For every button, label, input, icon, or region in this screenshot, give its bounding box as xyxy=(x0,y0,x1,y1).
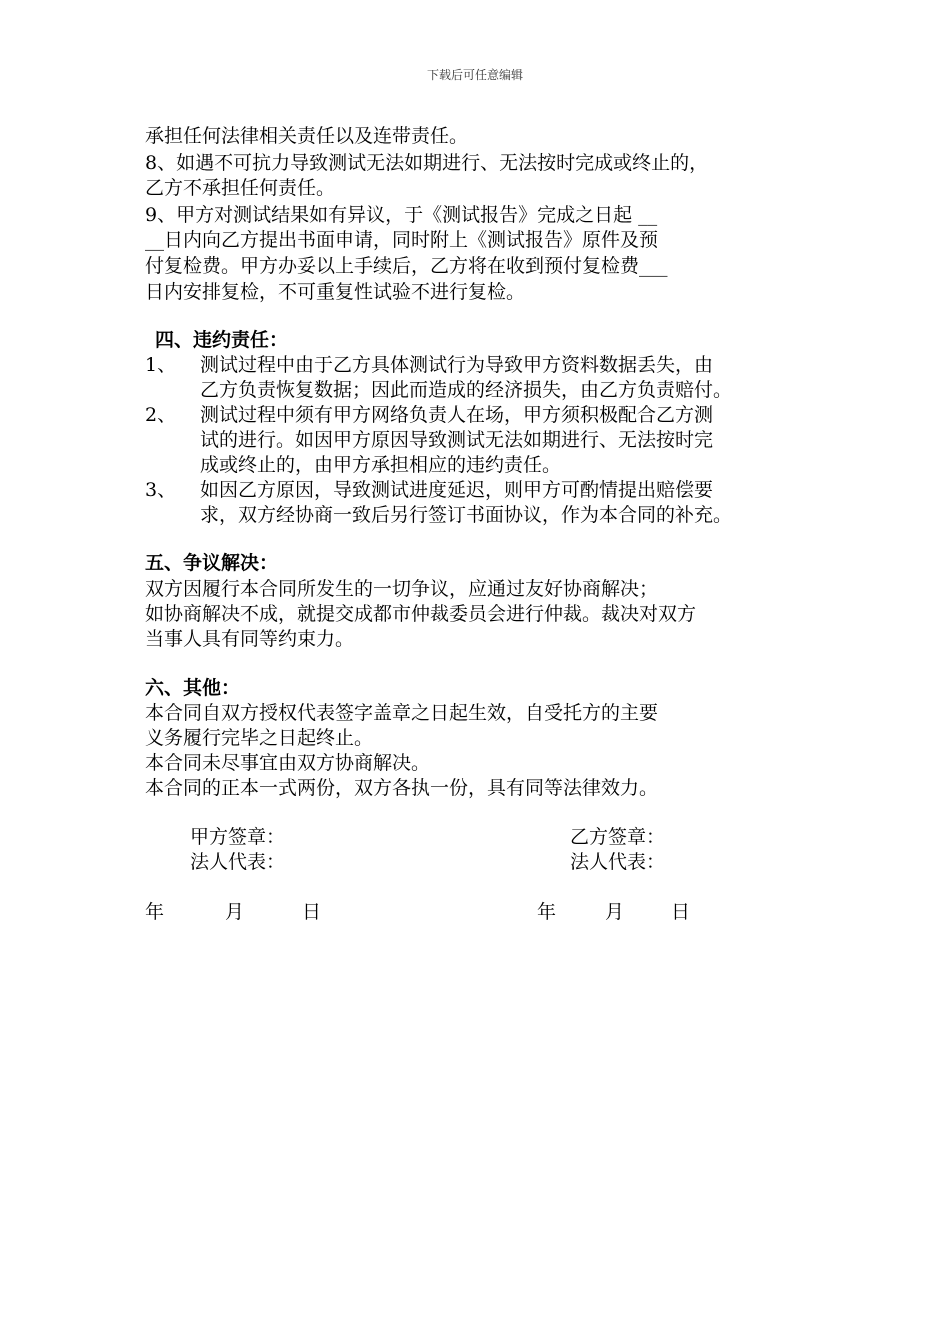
paragraph-line: 当事人具有同等约束力。 xyxy=(145,628,355,650)
paragraph-line: 8、如遇不可抗力导致测试无法如期进行、无法按时完成或终止的， xyxy=(145,152,709,174)
section-heading-breach: 四、违约责任： xyxy=(155,329,289,351)
section-heading-other: 六、其他： xyxy=(145,677,241,699)
list-item-line: 如因乙方原因，导致测试进度延迟，则甲方可酌情提出赔偿要 xyxy=(200,479,714,501)
paragraph-line: 日内安排复检，不可重复性试验不进行复检。 xyxy=(145,281,526,303)
date-month-b: 月 xyxy=(605,901,625,923)
paragraph-line: 本合同的正本一式两份，双方各执一份，具有同等法律效力。 xyxy=(145,777,659,799)
date-year-a: 年 xyxy=(145,901,165,923)
party-b-rep-label: 法人代表： xyxy=(570,851,666,873)
paragraph-line: __日内向乙方提出书面申请，同时附上《测试报告》原件及预 xyxy=(145,229,659,251)
list-item-line: 测试过程中由于乙方具体测试行为导致甲方资料数据丢失，由 xyxy=(200,354,714,376)
list-number: 3、 xyxy=(145,479,177,501)
paragraph-line: 本合同未尽事宜由双方协商解决。 xyxy=(145,752,431,774)
paragraph-line: 承担任何法律相关责任以及连带责任。 xyxy=(145,125,469,147)
party-a-rep-label: 法人代表： xyxy=(190,851,286,873)
party-a-seal-label: 甲方签章： xyxy=(190,826,286,848)
list-number: 2、 xyxy=(145,404,177,426)
paragraph-line: 双方因履行本合同所发生的一切争议，应通过友好协商解决； xyxy=(145,578,659,600)
paragraph-line: 乙方不承担任何责任。 xyxy=(145,177,336,199)
list-item-line: 试的进行。如因甲方原因导致测试无法如期进行、无法按时完 xyxy=(200,429,714,451)
list-item-line: 成或终止的，由甲方承担相应的违约责任。 xyxy=(200,454,562,476)
list-item-line: 乙方负责恢复数据；因此而造成的经济损失，由乙方负责赔付。 xyxy=(200,379,733,401)
paragraph-line: 义务履行完毕之日起终止。 xyxy=(145,727,374,749)
party-b-seal-label: 乙方签章： xyxy=(570,826,666,848)
section-heading-dispute: 五、争议解决： xyxy=(145,552,279,574)
list-number: 1、 xyxy=(145,354,177,376)
date-day-a: 日 xyxy=(302,901,322,923)
date-year-b: 年 xyxy=(537,901,557,923)
date-month-a: 月 xyxy=(225,901,245,923)
paragraph-line: 如协商解决不成，就提交成都市仲裁委员会进行仲裁。裁决对双方 xyxy=(145,603,697,625)
list-item-line: 求，双方经协商一致后另行签订书面协议，作为本合同的补充。 xyxy=(200,504,733,526)
page-header: 下载后可任意编辑 xyxy=(426,68,523,82)
list-item-line: 测试过程中须有甲方网络负责人在场，甲方须积极配合乙方测 xyxy=(200,404,714,426)
date-day-b: 日 xyxy=(671,901,691,923)
paragraph-line: 9、甲方对测试结果如有异议，于《测试报告》完成之日起 __ xyxy=(145,204,658,226)
paragraph-line: 付复检费。甲方办妥以上手续后，乙方将在收到预付复检费___ xyxy=(145,255,668,277)
paragraph-line: 本合同自双方授权代表签字盖章之日起生效，自受托方的主要 xyxy=(145,702,659,724)
